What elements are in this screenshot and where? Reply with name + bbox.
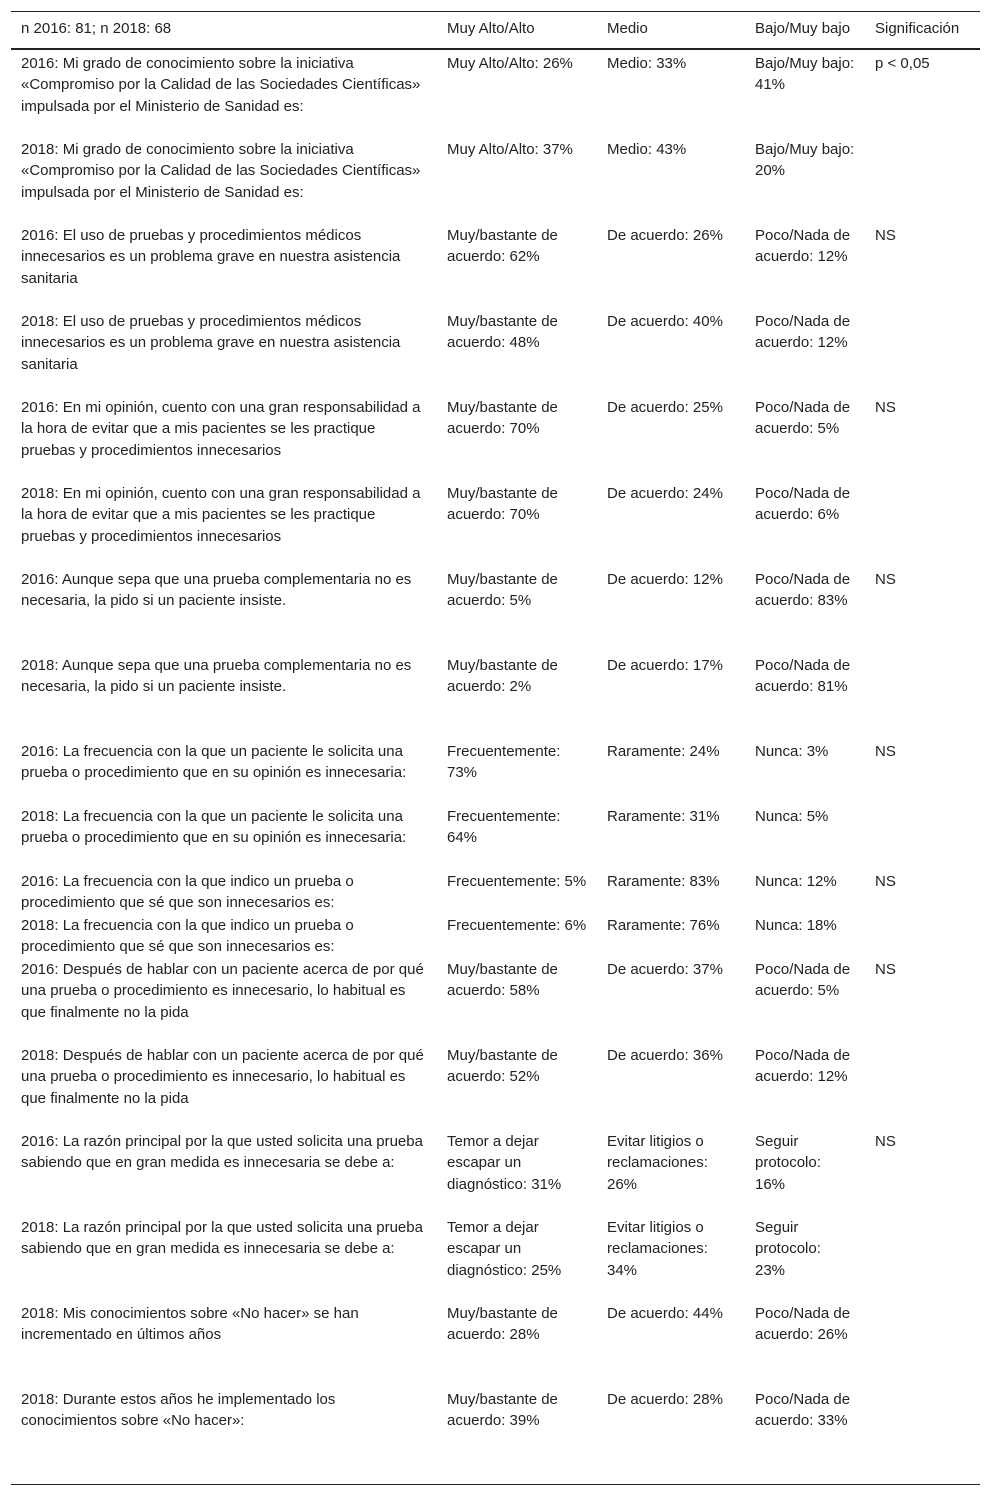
significance-cell: NS [875,1132,896,1150]
header-significance: Significación [875,20,960,37]
question-cell: 2016: En mi opinión, cuento con una gran responsabilidad a la hora de evitar que a mis pacientes se les practique pruebas y procedimientos innecesarios [21,398,421,459]
medium-cell: De acuerdo: 36% [607,1046,723,1064]
question-cell: 2018: La frecuencia con la que un paciente le solicita una prueba o procedimiento que en su opinión es innecesaria: [21,807,407,846]
table-row [11,225,980,311]
table-row [11,959,980,1045]
table-row [11,1389,980,1485]
low-cell: Poco/Nada de acuerdo: 5% [755,398,851,437]
high-cell: Muy/bastante de acuerdo: 39% [447,1390,558,1429]
table-row [11,397,980,483]
table-row [11,1045,980,1131]
low-cell: Poco/Nada de acuerdo: 6% [755,484,851,523]
question-cell: 2018: En mi opinión, cuento con una gran responsabilidad a la hora de evitar que a mis pacientes se les practique pruebas y procedimientos innecesarios [21,484,421,545]
question-cell: 2018: La razón principal por la que usted solicita una prueba sabiendo que en gran medida es innecesaria se debe a: [21,1218,423,1257]
medium-cell: De acuerdo: 24% [607,484,723,502]
question-cell: 2018: El uso de pruebas y procedimientos médicos innecesarios es un problema grave en nuestra asistencia sanitaria [21,312,401,373]
medium-cell: Raramente: 83% [607,872,720,890]
high-cell: Temor a dejar escapar un diagnóstico: 25% [447,1218,562,1279]
low-cell: Poco/Nada de acuerdo: 33% [755,1390,851,1429]
header-sample-size: n 2016: 81; n 2018: 68 [21,20,172,37]
header-low: Bajo/Muy bajo [755,20,851,37]
table-row [11,1303,980,1389]
low-cell: Nunca: 3% [755,742,829,760]
significance-cell: NS [875,226,896,244]
high-cell: Muy/bastante de acuerdo: 52% [447,1046,558,1085]
high-cell: Muy/bastante de acuerdo: 70% [447,398,558,437]
significance-cell [865,655,980,741]
significance-cell: NS [875,570,896,588]
question-cell: 2016: La razón principal por la que usted solicita una prueba sabiendo que en gran medida es innecesaria se debe a: [21,1132,423,1171]
question-cell: 2018: Después de hablar con un paciente acerca de por qué una prueba o procedimiento es innecesario, lo habitual es que finalmente no la pida [21,1046,424,1107]
medium-cell: De acuerdo: 28% [607,1390,723,1408]
significance-cell: p < 0,05 [875,54,930,72]
low-cell: Poco/Nada de acuerdo: 83% [755,570,851,609]
high-cell: Muy/bastante de acuerdo: 2% [447,656,558,695]
medium-cell: Evitar litigios o reclamaciones: 26% [607,1132,708,1193]
high-cell: Muy/bastante de acuerdo: 5% [447,570,558,609]
high-cell: Muy/bastante de acuerdo: 48% [447,312,558,351]
significance-cell: NS [875,398,896,416]
significance-cell: NS [875,960,896,978]
high-cell: Muy Alto/Alto: 37% [447,140,573,158]
significance-cell [865,1217,980,1303]
medium-cell: De acuerdo: 44% [607,1304,723,1322]
medium-cell: De acuerdo: 12% [607,570,723,588]
table-row [11,311,980,397]
low-cell: Poco/Nada de acuerdo: 12% [755,226,851,265]
high-cell: Muy/bastante de acuerdo: 28% [447,1304,558,1343]
question-cell: 2016: La frecuencia con la que un paciente le solicita una prueba o procedimiento que en su opinión es innecesaria: [21,742,407,781]
significance-cell [865,483,980,569]
low-cell: Nunca: 12% [755,872,837,890]
question-cell: 2016: Después de hablar con un paciente acerca de por qué una prueba o procedimiento es innecesario, lo habitual es que finalmente no la pida [21,960,424,1021]
medium-cell: De acuerdo: 26% [607,226,723,244]
high-cell: Muy/bastante de acuerdo: 62% [447,226,558,265]
question-cell: 2018: Mis conocimientos sobre «No hacer» se han incrementado en últimos años [21,1304,359,1343]
medium-cell: De acuerdo: 25% [607,398,723,416]
high-cell: Frecuentemente: 6% [447,916,587,934]
table-header [11,12,980,49]
low-cell: Poco/Nada de acuerdo: 12% [755,1046,851,1085]
low-cell: Poco/Nada de acuerdo: 5% [755,960,851,999]
high-cell: Muy/bastante de acuerdo: 58% [447,960,558,999]
question-cell: 2016: El uso de pruebas y procedimientos médicos innecesarios es un problema grave en nuestra asistencia sanitaria [21,226,401,287]
low-cell: Nunca: 18% [755,916,837,934]
significance-cell [865,1045,980,1131]
table-row [11,49,980,139]
table-row [11,871,980,915]
table-row [11,139,980,225]
table-row [11,1217,980,1303]
question-cell: 2016: Aunque sepa que una prueba complementaria no es necesaria, la pido si un paciente insiste. [21,570,412,609]
survey-table-container [11,11,980,1485]
table-row [11,806,980,871]
medium-cell: De acuerdo: 17% [607,656,723,674]
significance-cell [865,915,980,959]
significance-cell [865,1389,980,1485]
medium-cell: Raramente: 76% [607,916,720,934]
medium-cell: Medio: 43% [607,140,687,158]
significance-cell [865,311,980,397]
header-medium: Medio [607,20,648,37]
significance-cell [865,806,980,871]
header-high: Muy Alto/Alto [447,20,535,37]
table-row [11,1131,980,1217]
question-cell: 2018: Aunque sepa que una prueba complementaria no es necesaria, la pido si un paciente insiste. [21,656,412,695]
table-row [11,915,980,959]
significance-cell [865,1303,980,1389]
low-cell: Bajo/Muy bajo: 20% [755,140,855,179]
header-row [11,12,980,49]
medium-cell: Medio: 33% [607,54,687,72]
medium-cell: De acuerdo: 37% [607,960,723,978]
medium-cell: Raramente: 24% [607,742,720,760]
question-cell: 2018: Durante estos años he implementado los conocimientos sobre «No hacer»: [21,1390,336,1429]
medium-cell: Raramente: 31% [607,807,720,825]
high-cell: Muy Alto/Alto: 26% [447,54,573,72]
table-row [11,741,980,806]
table-row [11,569,980,655]
question-cell: 2016: Mi grado de conocimiento sobre la iniciativa «Compromiso por la Calidad de las Sociedades Científicas» impulsada por el Ministerio de Sanidad es: [21,54,421,115]
low-cell: Poco/Nada de acuerdo: 26% [755,1304,851,1343]
table-row [11,655,980,741]
significance-cell: NS [875,742,896,760]
significance-cell: NS [875,872,896,890]
question-cell: 2018: La frecuencia con la que indico un prueba o procedimiento que sé que son innecesarios es: [21,916,354,955]
medium-cell: Evitar litigios o reclamaciones: 34% [607,1218,708,1279]
low-cell: Bajo/Muy bajo: 41% [755,54,855,93]
significance-cell [865,139,980,225]
high-cell: Frecuentemente: 5% [447,872,587,890]
medium-cell: De acuerdo: 40% [607,312,723,330]
low-cell: Seguir protocolo: 16% [755,1132,821,1193]
question-cell: 2016: La frecuencia con la que indico un prueba o procedimiento que sé que son innecesarios es: [21,872,354,911]
low-cell: Poco/Nada de acuerdo: 81% [755,656,851,695]
survey-results-table [11,11,980,1485]
high-cell: Muy/bastante de acuerdo: 70% [447,484,558,523]
table-row [11,483,980,569]
question-cell: 2018: Mi grado de conocimiento sobre la iniciativa «Compromiso por la Calidad de las Sociedades Científicas» impulsada por el Ministerio de Sanidad es: [21,140,421,201]
high-cell: Frecuentemente: 73% [447,742,561,781]
low-cell: Poco/Nada de acuerdo: 12% [755,312,851,351]
high-cell: Temor a dejar escapar un diagnóstico: 31% [447,1132,562,1193]
table-body [11,49,980,1485]
high-cell: Frecuentemente: 64% [447,807,561,846]
low-cell: Seguir protocolo: 23% [755,1218,821,1279]
low-cell: Nunca: 5% [755,807,829,825]
